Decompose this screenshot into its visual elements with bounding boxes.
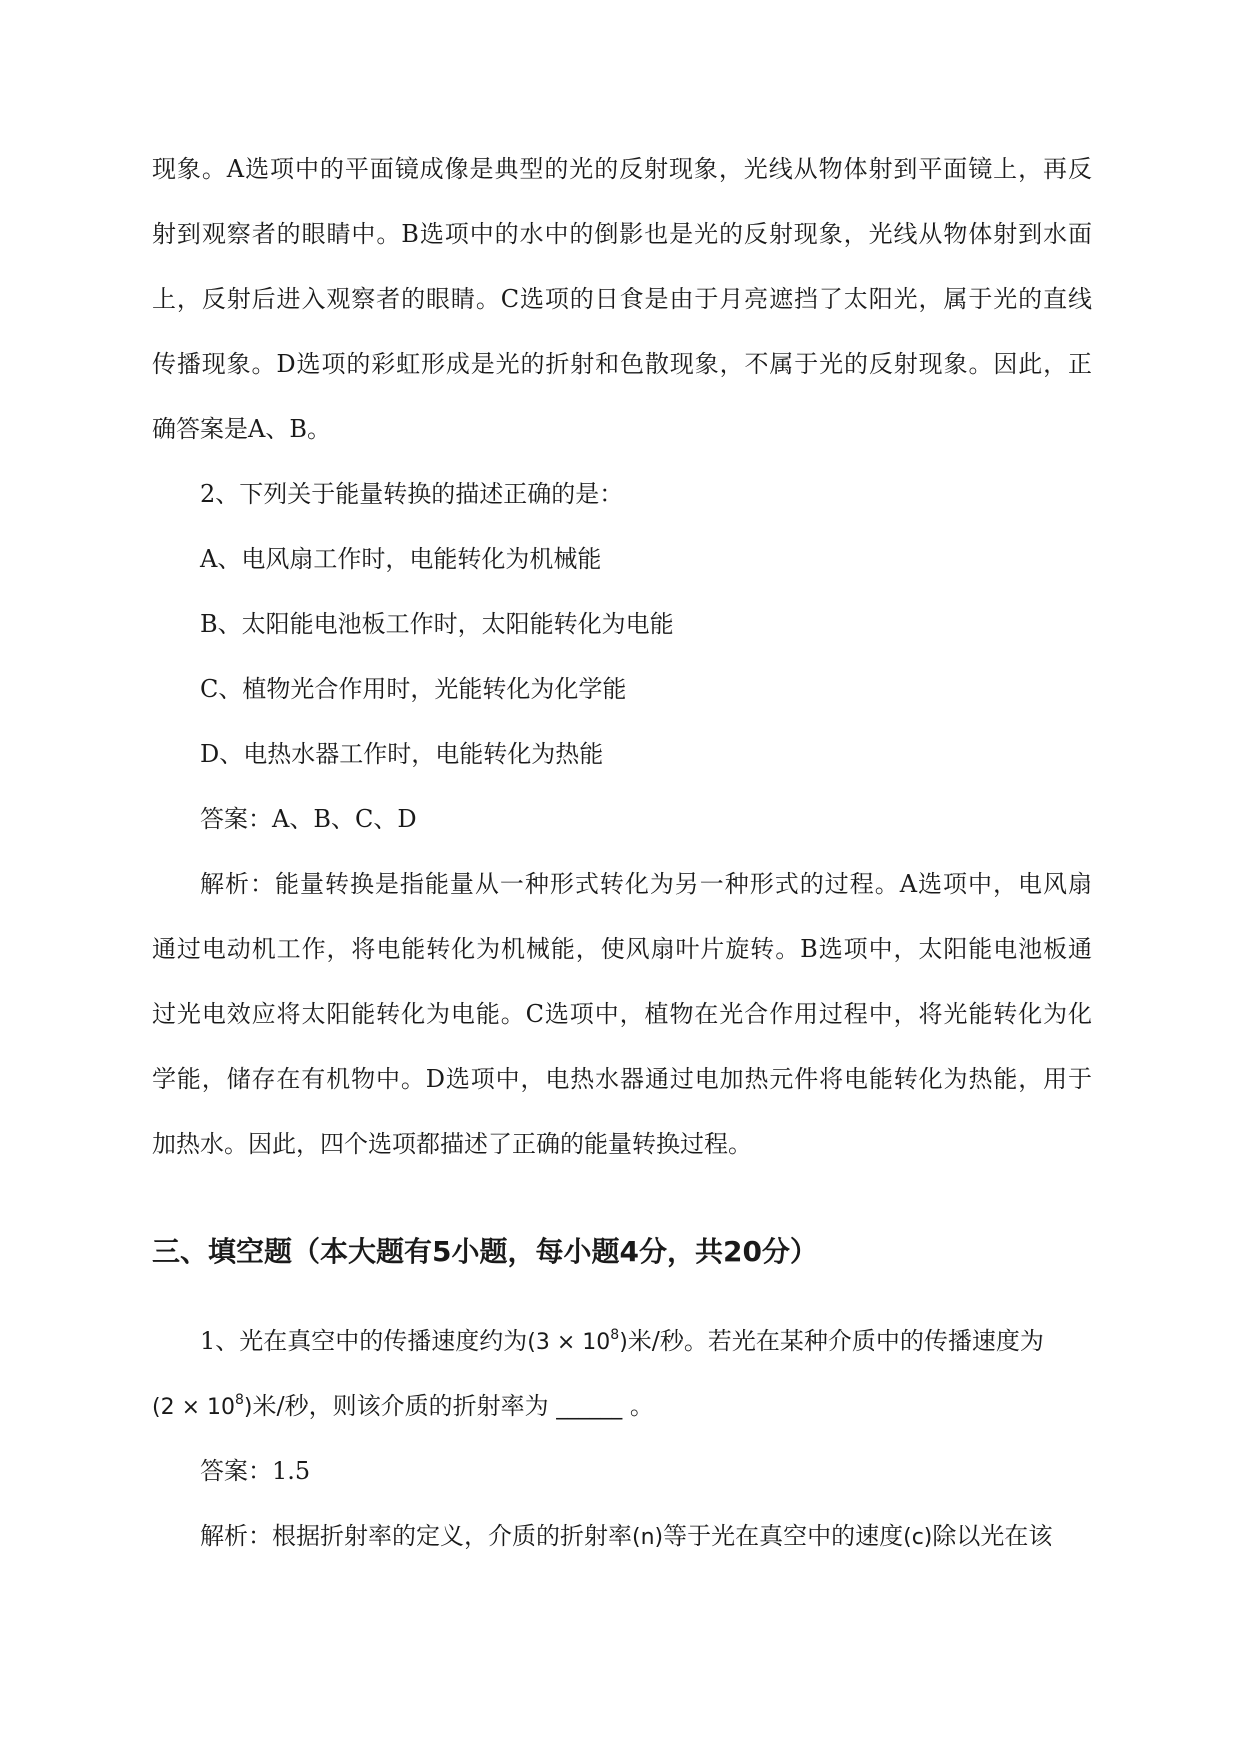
fill-q1-line2-end: 。 [629,1392,654,1420]
formula-exponent: 8 [610,1327,620,1343]
fill-q1-suffix: 米/秒。若光在某种介质中的传播速度为 [627,1327,1044,1355]
fill-q1-prefix: 1、光在真空中的传播速度约为 [200,1327,528,1355]
prev-explanation-line-2: 射到观察者的眼睛中。B选项中的水中的倒影也是光的反射现象，光线从物体射到水面 [152,220,1092,248]
q2-stem: 2、下列关于能量转换的描述正确的是： [200,480,624,508]
symbol-n: (n) [632,1525,664,1550]
fill-q1-line-1 [152,1309,1092,1374]
q2-option-c: C、植物光合作用时，光能转化为化学能 [200,675,627,703]
fill-q1-line2-text: 米/秒，则该介质的折射率为 [252,1392,549,1420]
section-heading: 三、填空题（本大题有5小题，每小题4分，共20分） [152,1235,818,1268]
speed-vacuum-formula [527,1327,628,1355]
explanation-mid: 等于光在真空中的速度 [663,1522,904,1550]
fill-q1-answer: 答案：1.5 [200,1457,311,1485]
fill-q1-explanation [152,1504,1092,1569]
q2-explanation-line-3: 过光电效应将太阳能转化为电能。C选项中，植物在光合作用过程中，将光能转化为化 [152,1000,1092,1028]
q2-explanation-line-1: 解析：能量转换是指能量从一种形式转化为另一种形式的过程。A选项中，电风扇 [200,870,1092,898]
fill-q1-line-2 [152,1374,1092,1439]
formula-close: ) [243,1395,253,1420]
q2-option-d: D、电热水器工作时，电能转化为热能 [200,740,604,768]
formula-base: (2 × 10 [152,1395,235,1420]
q2-explanation-line-5: 加热水。因此，四个选项都描述了正确的能量转换过程。 [152,1130,752,1158]
answer-blank: ______ [556,1395,623,1420]
prev-explanation-line-5: 确答案是A、B。 [152,415,331,443]
formula-close: ) [619,1330,628,1355]
prev-explanation-line-3: 上，反射后进入观察者的眼睛。C选项的日食是由于月亮遮挡了太阳光，属于光的直线 [152,285,1092,313]
q2-option-a: A、电风扇工作时，电能转化为机械能 [200,545,602,573]
formula-base: (3 × 10 [527,1330,611,1355]
q2-option-b: B、太阳能电池板工作时，太阳能转化为电能 [200,610,674,638]
q2-explanation-line-4: 学能，储存在有机物中。D选项中，电热水器通过电加热元件将电能转化为热能，用于 [152,1065,1092,1093]
q2-answer: 答案：A、B、C、D [200,805,417,833]
prev-explanation-line-4: 传播现象。D选项的彩虹形成是光的折射和色散现象，不属于光的反射现象。因此，正 [152,350,1092,378]
formula-exponent: 8 [235,1392,244,1408]
document-page [152,137,1092,1569]
symbol-c: (c) [903,1525,933,1550]
speed-medium-formula [152,1392,253,1420]
q2-explanation-line-2: 通过电动机工作，将电能转化为机械能，使风扇叶片旋转。B选项中，太阳能电池板通 [152,935,1092,963]
explanation-suffix: 除以光在该 [932,1522,1053,1550]
explanation-prefix: 解析：根据折射率的定义，介质的折射率 [200,1522,632,1550]
prev-explanation-line-1: 现象。A选项中的平面镜成像是典型的光的反射现象，光线从物体射到平面镜上，再反 [152,155,1092,183]
